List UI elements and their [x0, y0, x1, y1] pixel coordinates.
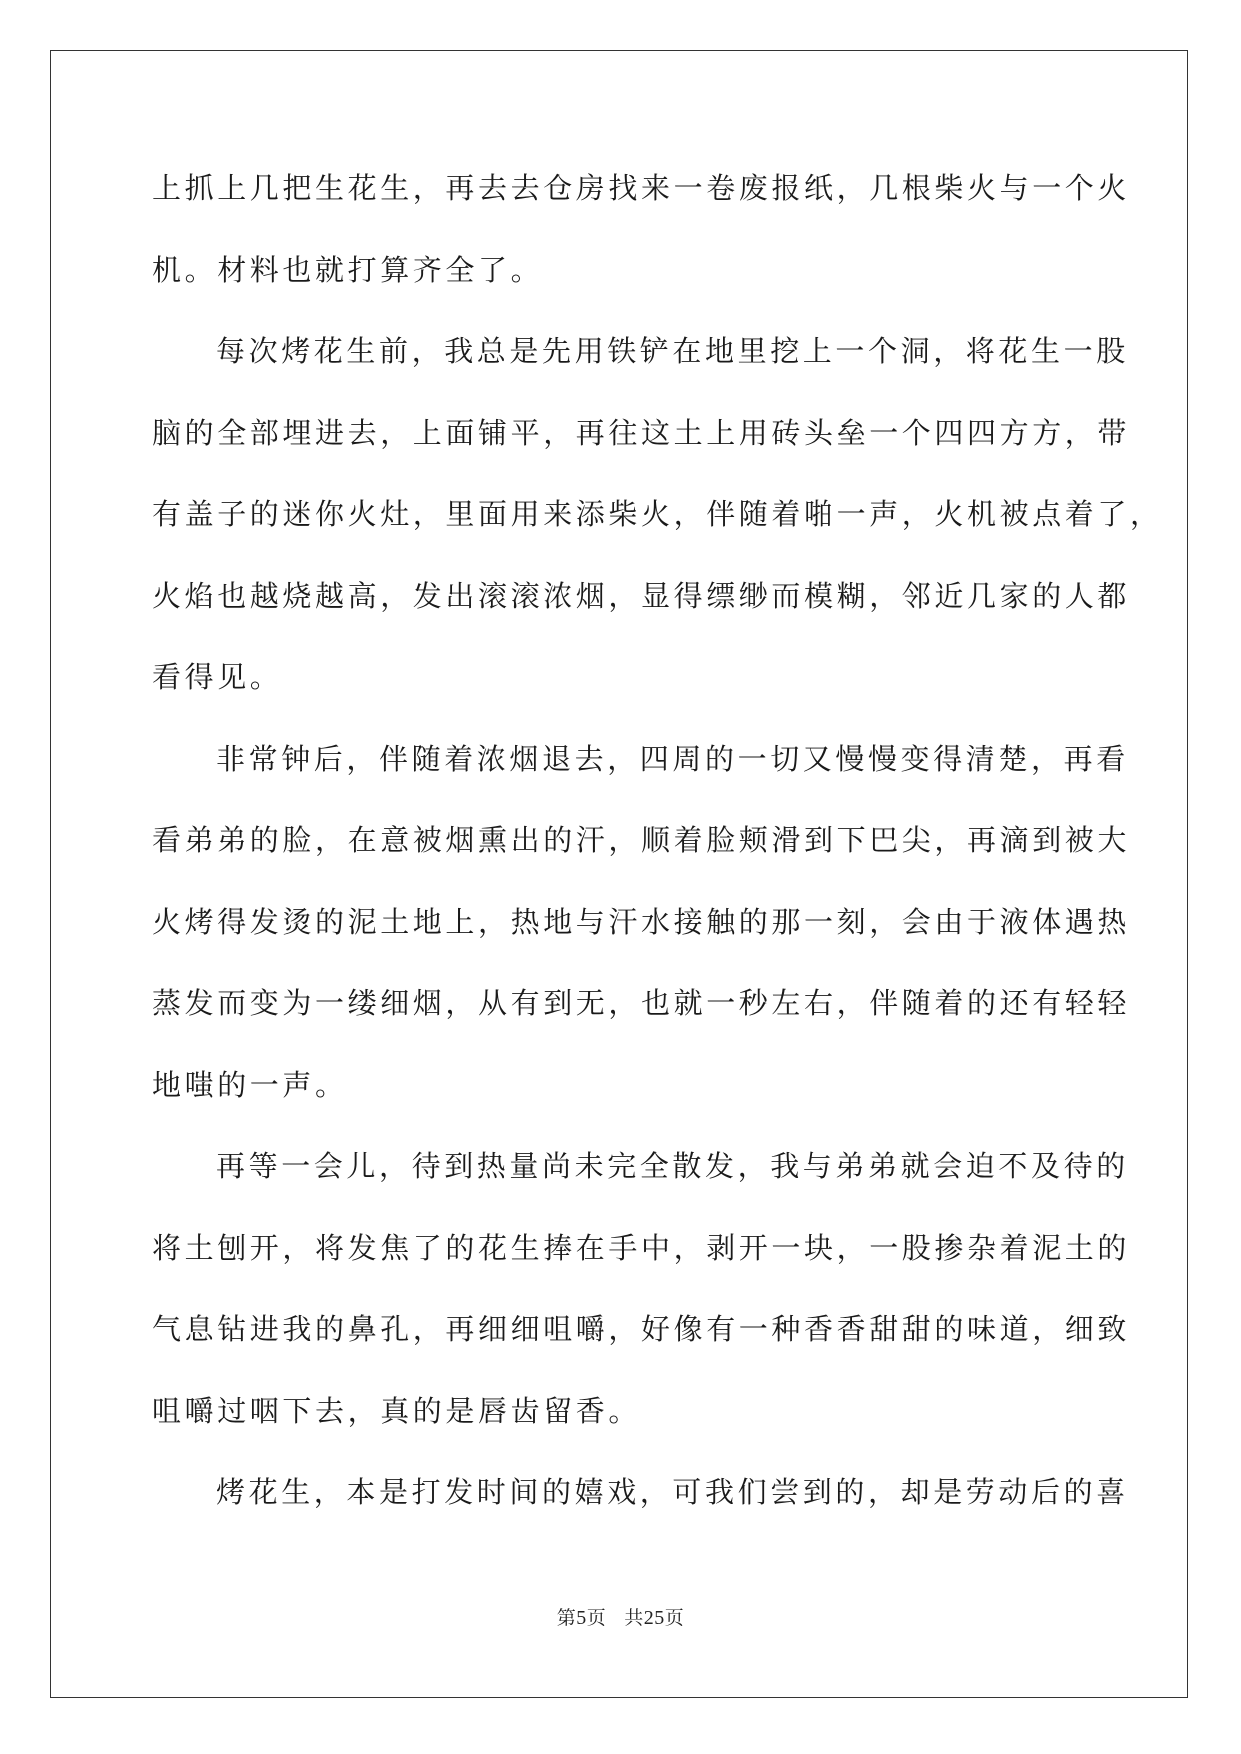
- page-suffix: 页: [586, 1607, 607, 1629]
- text-line: 火焰也越烧越高，发出滚滚浓烟，显得缥缈而模糊，邻近几家的人都: [152, 578, 1131, 613]
- page-prefix: 第: [556, 1607, 577, 1629]
- total-pages: 25: [643, 1607, 665, 1629]
- text-line: 咀嚼过咽下去，真的是唇齿留香。: [152, 1393, 642, 1428]
- text-line: 有盖子的迷你火灶，里面用来添柴火，伴随着啪一声，火机被点着了，: [152, 497, 1163, 531]
- text-line: 上抓上几把生花生，再去去仓房找来一卷废报纸，几根柴火与一个火: [152, 171, 1131, 205]
- document-body: [152, 148, 1163, 1534]
- text-line: 看得见。: [152, 660, 283, 694]
- text-line: 脑的全部埋进去，上面铺平，再往这土上用砖头垒一个四四方方，带: [152, 415, 1131, 450]
- page-footer: [0, 1603, 1241, 1630]
- text-line: 看弟弟的脸，在意被烟熏出的汗，顺着脸颊滑到下巴尖，再滴到被大: [152, 823, 1131, 857]
- paragraph-start-line: 每次烤花生前，我总是先用铁铲在地里挖上一个洞，将花生一股: [216, 334, 1129, 368]
- page-number: 5: [576, 1607, 587, 1629]
- text-line: 机。材料也就打算齐全了。: [152, 252, 544, 287]
- total-prefix: 共: [624, 1607, 644, 1629]
- total-suffix: 页: [664, 1607, 685, 1629]
- text-line: 地嗤的一声。: [152, 1067, 348, 1102]
- text-line: 蒸发而变为一缕细烟，从有到无，也就一秒左右，伴随着的还有轻轻: [152, 986, 1131, 1020]
- paragraph-start-line: 烤花生，本是打发时间的嬉戏，可我们尝到的，却是劳动后的喜: [216, 1475, 1129, 1509]
- text-line: 火烤得发烫的泥土地上，热地与汗水接触的那一刻，会由于液体遇热: [152, 904, 1131, 939]
- text-line: 气息钻进我的鼻孔，再细细咀嚼，好像有一种香香甜甜的味道，细致: [152, 1312, 1131, 1346]
- text-line: 将土刨开，将发焦了的花生捧在手中，剥开一块，一股掺杂着泥土的: [152, 1230, 1131, 1265]
- paragraph-start-line: 非常钟后，伴随着浓烟退去，四周的一切又慢慢变得清楚，再看: [216, 741, 1129, 776]
- paragraph-start-line: 再等一会儿，待到热量尚未完全散发，我与弟弟就会迫不及待的: [216, 1149, 1129, 1183]
